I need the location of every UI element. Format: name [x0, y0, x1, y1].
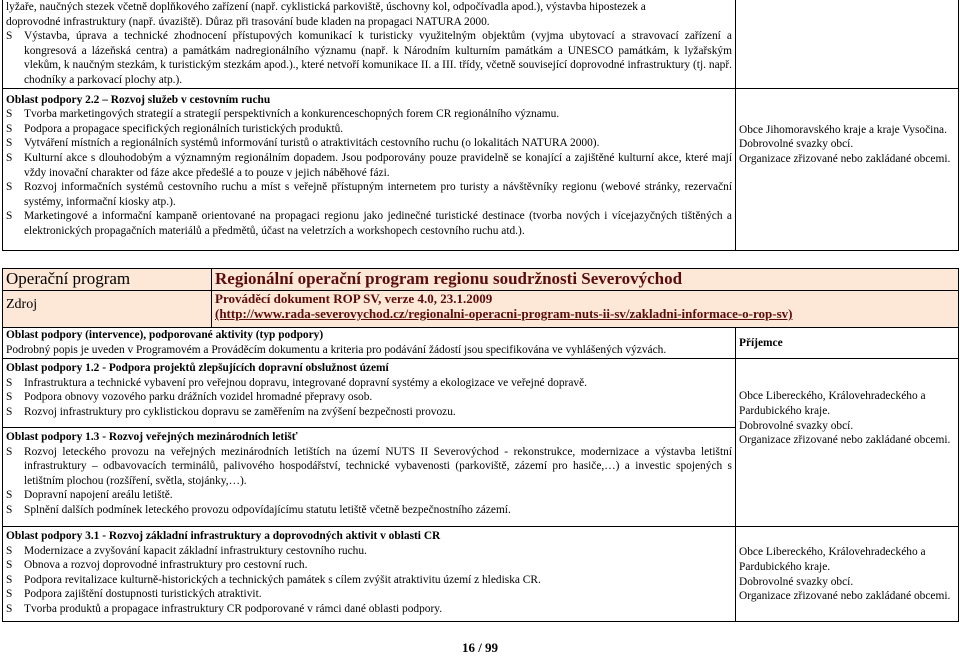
list-item-text: Dopravní napojení areálu letiště.: [24, 489, 173, 502]
recipient-text: Obce Libereckého, Královehradeckého a Pardubického kraje.: [739, 390, 926, 417]
list-item-text: Infrastruktura a technické vybavení pro veřejnou dopravu, integrované dopravní systémy a ekologizace ve veřejné dopravě.: [24, 376, 587, 389]
op-label-cell: [3, 269, 212, 291]
bullet-marker: S: [6, 151, 13, 164]
list-item: [6, 107, 732, 122]
recipient-header: Příjemce: [739, 337, 783, 349]
section-1-2-cell: [3, 359, 736, 428]
list-item-text: Splnění dalších podmínek leteckého provozu odpovídajícímu statutu letiště včetně bezpečnostního zázemí.: [24, 503, 511, 516]
bullet-marker: S: [6, 210, 13, 223]
area-header-desc: Podrobný popis je uveden v Programovém a Prováděcím dokumentu a kriteria pro podávání žádostí jsou specifikována ve vyhlášených výzvách.: [6, 343, 667, 356]
area-header-title: Oblast podpory (intervence), podporované aktivity (typ podpory): [6, 329, 324, 341]
list-item-text: Marketingové a informační kampaně orientované na propagaci regionu jako jedinečné turistické destinace (tvorba nových i vícejazyčných tištěných a elektronických propagačních materiálů a předmětů, účast na veletrzích a workshopech cestovního ruchu atd.).: [24, 210, 732, 237]
section-title: Oblast podpory 1.2 - Podpora projektů zlepšujících dopravní obslužnost území: [6, 362, 389, 374]
bullet-marker: S: [6, 137, 13, 150]
source-value-cell: [212, 291, 959, 328]
list-item-text: Podpora zajištění dostupnosti turistických atraktivit.: [24, 588, 262, 601]
list-item: [6, 151, 732, 180]
list-item: [6, 503, 732, 518]
list-item-text: Podpora revitalizace kulturně-historických a technických památek s cílem zvýšit atraktivitu území z hlediska CR.: [24, 573, 541, 586]
intro-line: doprovodné infrastruktury (např. úvaziště). Důraz při trasování bude kladen na propagaci NATURA 2000.: [6, 15, 490, 28]
list-item: [6, 405, 732, 420]
list-item: [6, 136, 732, 151]
section-2-2-cell: [3, 88, 736, 250]
list-item-text: Vytváření místních a regionálních systémů informování turistů o atraktivitách cestovního ruchu (o lokalitách NATURA 2000).: [24, 137, 600, 150]
list-item: [6, 602, 732, 617]
bullet-marker: S: [6, 559, 13, 572]
bullet-marker: S: [6, 544, 13, 557]
source-document: Prováděcí dokument ROP SV, verze 4.0, 23.1.2009: [215, 291, 493, 306]
list-item: [6, 122, 732, 137]
list-item: [6, 180, 732, 209]
recipient-text: Organizace zřizované nebo zakládané obcemi.: [739, 153, 951, 166]
list-item: [6, 390, 732, 405]
page-number: 16 / 99: [461, 640, 499, 655]
list-item: [6, 445, 732, 489]
recipient-text: Obce Jihomoravského kraje a kraje Vysočina.: [739, 123, 947, 136]
recipient-header-cell: [736, 328, 959, 359]
recipient-text: Obce Libereckého, Královehradeckého a Pardubického kraje.: [739, 546, 926, 573]
bullet-marker: S: [6, 391, 13, 404]
section-title: Oblast podpory 1.3 - Rozvoj veřejných mezinárodních letišť: [6, 431, 298, 443]
list-item-text: Tvorba produktů a propagace infrastruktury CR podporované v rámci dané oblasti podpory.: [24, 602, 443, 615]
source-label-cell: [3, 291, 212, 328]
source-link[interactable]: (http://www.rada-severovychod.cz/regionalni-operacni-program-nuts-ii-sv/zakladni-informace-o-rop-sv): [215, 306, 793, 321]
area-header-cell: [3, 328, 736, 359]
recipient-text: Dobrovolné svazky obcí.: [739, 575, 854, 588]
op-value: Regionální operační program regionu soudržnosti Severovýchod: [215, 269, 683, 288]
top-main-cell: [3, 0, 736, 88]
intro-text: [6, 0, 732, 29]
recipient-text: Organizace zřizované nebo zakládané obcemi.: [739, 434, 951, 447]
section-2-2-recipients: [736, 88, 959, 250]
op-value-cell: [212, 269, 959, 291]
list-item-text: Modernizace a zvyšování kapacit základní infrastruktury cestovního ruchu.: [24, 544, 367, 557]
list-item: [6, 558, 732, 573]
list-item-text: Tvorba marketingových strategií a strategií perspektivních a konkurenceschopných forem CR regionálního významu.: [24, 108, 560, 121]
list-item-text: Obnova a rozvoj doprovodné infrastruktury pro cestovní ruch.: [24, 559, 308, 572]
section-title: Oblast podpory 2.2 – Rozvoj služeb v cestovním ruchu: [6, 93, 271, 106]
list-item-text: Rozvoj leteckého provozu na veřejných mezinárodních letištích na území NUTS II Severovýchod - rekonstrukce, modernizace a výstavba letištní infrastruktury – odbavovacích terminálů, palivového hospodářství, technické vybavenosti (parkoviště, zázemí pro hasiče,…) a investic spojených s letištním plochou (rozšíření, světla, stojánky,…).: [24, 445, 732, 487]
section-3-1-recipients: [736, 527, 959, 622]
section-title: Oblast podpory 3.1 - Rozvoj základní infrastruktury a doprovodných aktivit v oblasti CR: [6, 530, 441, 542]
list-item: [6, 573, 732, 588]
list-item: [6, 587, 732, 602]
bullet-marker: S: [6, 588, 13, 601]
list-item: [6, 376, 732, 391]
recipient-text: Organizace zřizované nebo zakládané obcemi.: [739, 590, 951, 603]
intro-line: lyžaře, naučných stezek včetně doplňkového zařízení (např. cyklistická parkoviště, úschovny kol, odpočívadla apod.), výstavba hipostezek a: [6, 1, 646, 13]
bullet-marker: S: [6, 405, 13, 418]
list-item: [6, 29, 732, 87]
list-item-text: Výstavba, úprava a technické zhodnocení přístupových komunikací k turisticky využitelným objektům (vyjma ubytovací a stravovací zařízení a kongresová a lázeňská centra) a památkám nadregionálního významu (např. k Národním kulturním památkám a UNESCO památkám, k lyžařským vlekům, k naučným stezkám, k turistickým stezkám apod.)., které netvoří komunikace II. a III. třídy, včetně související doprovodné infrastruktury (tj. např. chodníky a parkovací plochy atp.).: [24, 30, 732, 86]
list-item-text: Rozvoj infrastruktury pro cyklistickou dopravu se zaměřením na zvýšení bezpečnosti provozu.: [24, 405, 456, 418]
bullet-marker: S: [6, 445, 13, 458]
bullet-marker: S: [6, 376, 13, 389]
top-right-cell: [736, 0, 959, 88]
bullet-marker: S: [6, 181, 13, 194]
list-item: [6, 544, 732, 559]
program-table: [2, 268, 959, 622]
bullet-marker: S: [6, 602, 13, 615]
bullet-marker: S: [6, 503, 13, 516]
bullet-marker: S: [6, 573, 13, 586]
bullet-marker: S: [6, 108, 13, 121]
bullet-marker: S: [6, 122, 13, 135]
bullet-marker: S: [6, 489, 13, 502]
list-item-text: Podpora obnovy vozového parku drážních vozidel hromadné přepravy osob.: [24, 391, 373, 404]
list-item-text: Rozvoj informačních systémů cestovního ruchu a míst s veřejně přístupným internetem pro turisty a návštěvníky regionu (webové stránky, rezervační systémy, informační kiosky atp.).: [24, 181, 732, 208]
section-1-3-cell: [3, 428, 736, 527]
op-label: Operační program: [6, 269, 131, 288]
recipient-text: Dobrovolné svazky obcí.: [739, 419, 854, 432]
list-item-text: Kulturní akce s dlouhodobým a významným regionálním dopadem. Jsou podporovány pouze pravidelně se konající a zajištěné kulturní akce, které mají vždy inovační charakter od fáze akce předešlé a to pouze v jejich náběhové fázi.: [24, 151, 732, 179]
section-1-recipients: [736, 359, 959, 527]
list-item-text: Podpora a propagace specifických regionálních turistických produktů.: [24, 122, 344, 135]
list-item: [6, 209, 732, 238]
list-item: [6, 488, 732, 503]
recipient-text: Dobrovolné svazky obcí.: [739, 138, 854, 151]
source-label: Zdroj: [6, 297, 38, 312]
section-3-1-cell: [3, 527, 736, 622]
top-table: [2, 0, 959, 251]
bullet-marker: S: [6, 30, 13, 43]
